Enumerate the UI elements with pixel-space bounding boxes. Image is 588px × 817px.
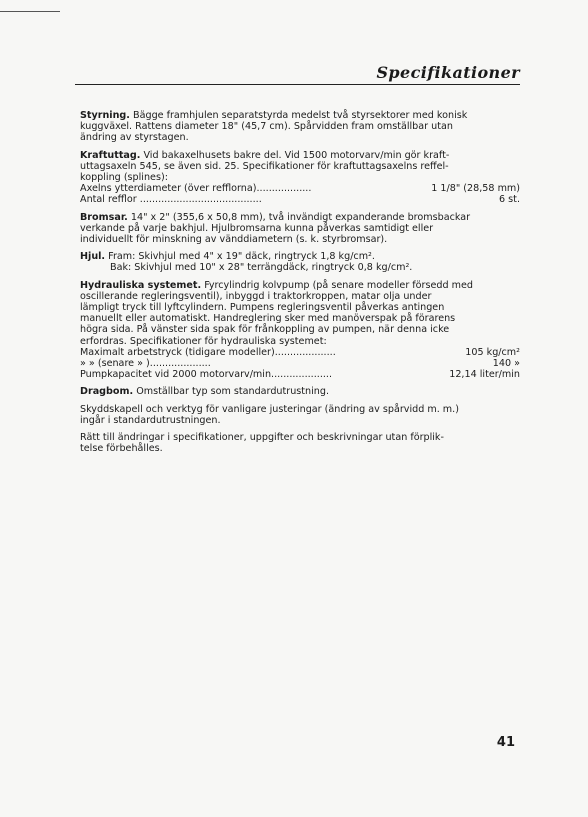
pumpkapacitet-label: Pumpkapacitet vid 2000 motorvarv/min.................... (80, 369, 333, 381)
page-header (75, 62, 520, 85)
arbetstryck-senare-value: 140 » (492, 358, 520, 370)
pumpkapacitet-value: 12,14 liter/min (449, 369, 520, 381)
ratt-line-2: telse förbehålles. (80, 443, 163, 455)
page-title: Specifikationer (376, 63, 520, 82)
kraftuttag-section (80, 150, 520, 206)
hjul-bak: Bak: Skivhjul med 10" x 28" terrängdäck, ringtryck 0,8 kg/cm². (110, 262, 413, 274)
bromsar-line-2: verkande på varje bakhjul. Hjulbromsarna kunna påverkas samtidigt eller (80, 222, 434, 234)
hydraul-line-6: erfordras. Specifikationer för hydrauliska systemet: (80, 335, 327, 347)
hydraul-line-3: lämpligt tryck till lyftcylindern. Pumpens regleringsventil påverkas antingen (80, 302, 445, 314)
hydraul-line-4: manuellt eller automatiskt. Handreglering sker med manöverspak på förarens (80, 313, 456, 325)
hydraul-line-1 (80, 279, 520, 291)
kraftuttag-spec-row (80, 183, 520, 195)
hydraul-spec-row (80, 369, 520, 381)
styrning-label: Styrning. (80, 110, 130, 121)
ratt-line-1: Rätt till ändringar i specifikationer, uppgifter och beskrivningar utan förplik- (80, 432, 444, 444)
bromsar-line-1 (80, 211, 520, 223)
arbetstryck-value: 105 kg/cm² (465, 346, 520, 358)
hydraul-spec-row (80, 346, 520, 358)
hydraul-line-5: högra sida. På vänster sida spak för frånkoppling av pumpen, när denna icke (80, 324, 450, 336)
kraftuttag-line-3: koppling (splines): (80, 172, 168, 184)
styrning-text-1: Bägge framhjulen separatstyrda medelst två styrsektorer med konisk (133, 110, 468, 121)
bromsar-line-3: individuellt för minskning av vänddiametern (s. k. styrbromsar). (80, 234, 388, 246)
arbetstryck-senare-label: » » (senare » ).................... (80, 358, 211, 370)
specifications-content (80, 110, 520, 460)
bromsar-text-1: 14" x 2" (355,6 x 50,8 mm), två invändigt expanderande bromsbackar (130, 211, 471, 223)
hydraul-spec-row (80, 358, 520, 370)
dragbom-text: Omställbar typ som standardutrustning. (136, 386, 330, 398)
antal-refflor-value: 6 st. (499, 194, 520, 206)
kraftuttag-text-1: Vid bakaxelhusets bakre del. Vid 1500 motorvarv/min gör kraft- (143, 149, 450, 161)
skyddskapell-line-1: Skyddskapell och verktyg för vanligare justeringar (ändring av spårvidd m. m.) (80, 403, 459, 415)
styrning-section (80, 110, 520, 144)
kraftuttag-spec-row (80, 194, 520, 206)
hjul-line-1 (80, 251, 520, 262)
top-corner-rule (0, 11, 60, 12)
skyddskapell-line-2: ingår i standardutrustningen. (80, 414, 221, 426)
dragbom-section (80, 386, 520, 397)
bromsar-section (80, 212, 520, 246)
ratt-section (80, 432, 520, 454)
kraftuttag-line-2: uttagsaxeln 545, se även sid. 25. Specifikationer för kraftuttagsaxelns reffel- (80, 160, 449, 172)
styrning-line-3: ändring av styrstagen. (80, 132, 189, 144)
hjul-label: Hjul. (80, 251, 106, 263)
dragbom-label: Dragbom. (80, 386, 134, 398)
antal-refflor-label: Antal refflor ........................................ (80, 194, 262, 206)
axel-diameter-label: Axelns ytterdiameter (över refflorna).................. (80, 183, 312, 195)
bromsar-label: Bromsar. (80, 211, 128, 223)
kraftuttag-label: Kraftuttag. (80, 149, 141, 161)
hydraul-section (80, 280, 520, 381)
skyddskapell-section (80, 404, 520, 426)
axel-diameter-value: 1 1/8" (28,58 mm) (431, 183, 520, 195)
page-number: 41 (496, 735, 515, 750)
kraftuttag-line-1 (80, 149, 520, 161)
hjul-section (80, 251, 520, 273)
hydraul-line-2: oscillerande regleringsventil), inbyggd i traktorkroppen, matar olja under (80, 290, 432, 302)
hjul-fram: Fram: Skivhjul med 4" x 19" däck, ringtryck 1,8 kg/cm². (108, 251, 375, 263)
styrning-line-2: kuggväxel. Rattens diameter 18" (45,7 cm). Spårvidden fram omställbar utan (80, 121, 453, 133)
styrning-line-1 (80, 110, 520, 121)
hydraul-label: Hydrauliska systemet. (80, 279, 202, 291)
hydraul-text-1: Fyrcylindrig kolvpump (på senare modeller försedd med (204, 279, 473, 291)
arbetstryck-label: Maximalt arbetstryck (tidigare modeller).................... (80, 346, 336, 358)
